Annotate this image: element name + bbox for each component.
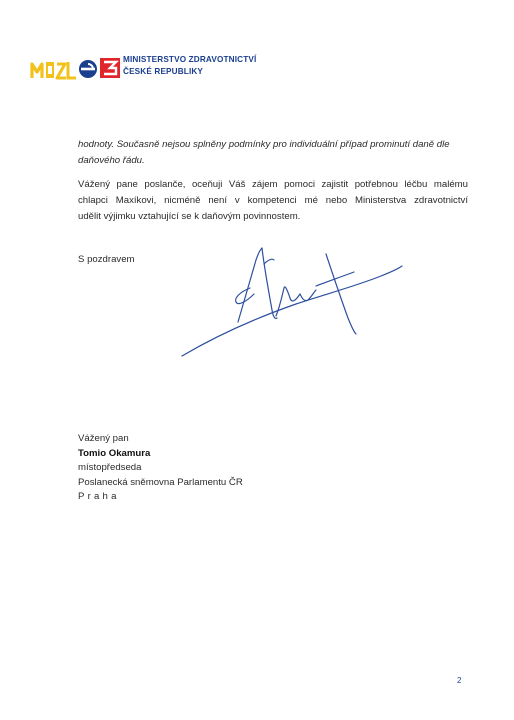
ministry-logo-icon	[30, 52, 130, 80]
recipient-name: Tomio Okamura	[78, 447, 151, 459]
recipient-title: místopředseda	[78, 462, 142, 474]
paragraph-2-line3: udělit výjimku vztahující se k daňovým povinnostem.	[78, 211, 301, 222]
paragraph-2-line2: chlapci Maxíkovi, nicméně není v kompetenci mé nebo Ministerstva zdravotnictví	[78, 195, 468, 206]
ministry-name-line2: ČESKÉ REPUBLIKY	[123, 67, 204, 76]
paragraph-2-line1: Vážený pane poslanče, oceňuji Váš zájem pomoci zajistit potřebnou léčbu malému	[78, 179, 468, 190]
paragraph-1-line1: hodnoty. Současně nejsou splněny podmínky pro individuální případ prominutí daně dle	[78, 139, 450, 150]
recipient-city: Praha	[78, 491, 120, 503]
paragraph-1	[78, 137, 468, 169]
recipient-salutation: Vážený pan	[78, 433, 129, 444]
ministry-name	[123, 54, 256, 78]
closing-greeting: S pozdravem	[78, 254, 135, 265]
recipient-institution: Poslanecká sněmovna Parlamentu ČR	[78, 476, 243, 488]
handwritten-signature	[176, 236, 406, 364]
page-number: 2	[457, 676, 462, 685]
ministry-name-line1: MINISTERSTVO ZDRAVOTNICTVÍ	[123, 55, 257, 64]
paragraph-2	[78, 177, 468, 225]
paragraph-1-line2: daňového řádu.	[78, 155, 145, 166]
recipient-address	[78, 432, 243, 505]
